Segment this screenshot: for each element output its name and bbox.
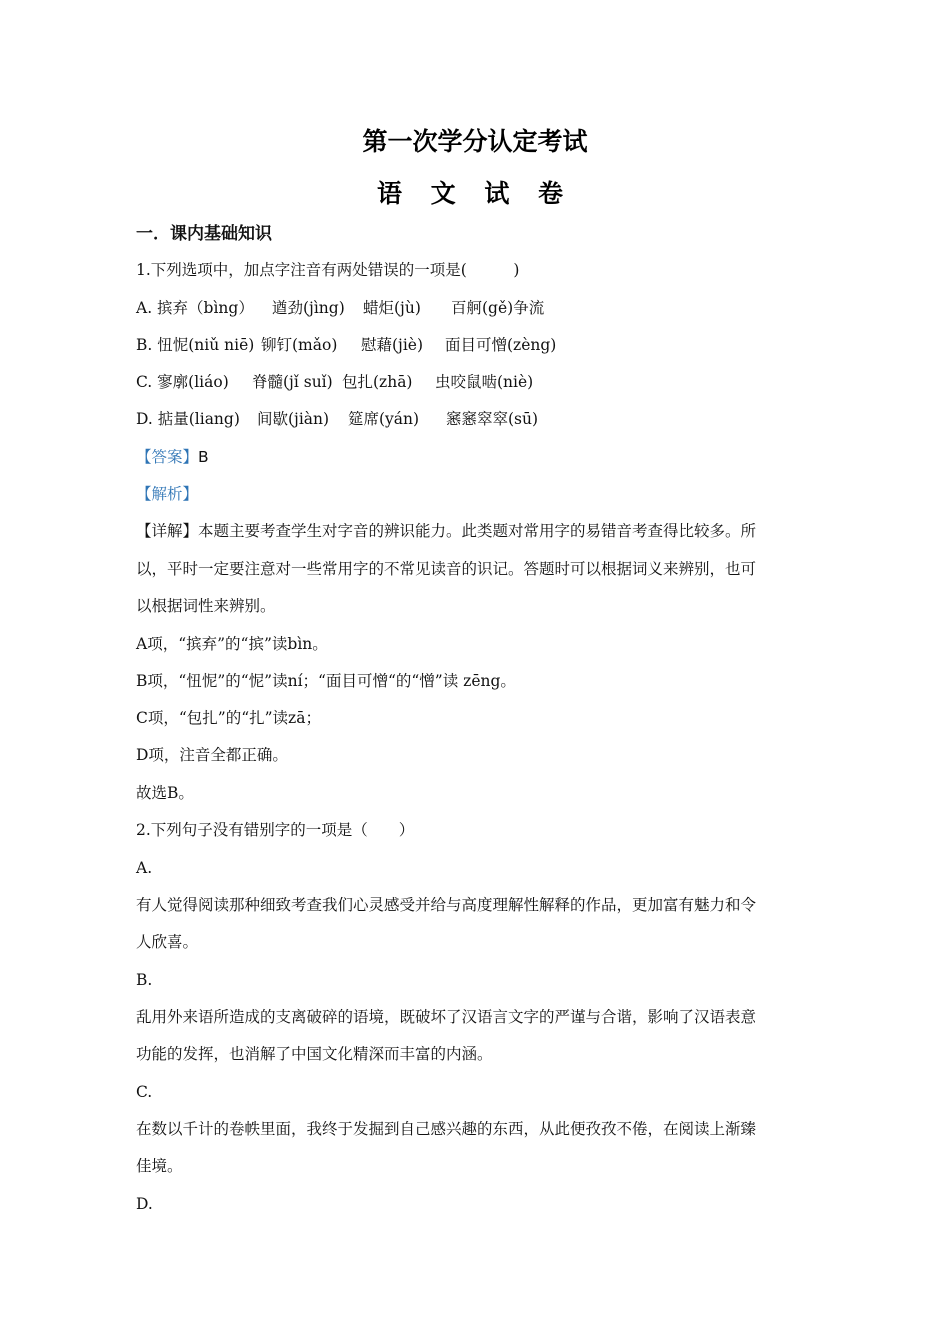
q1-d-1: D. 掂量(liang)	[136, 410, 240, 428]
q1-d-3: 筵席(yán)	[348, 410, 420, 428]
q1-option-d	[136, 408, 816, 430]
q1-c-2: 脊髓(jǐ suǐ)	[252, 373, 333, 391]
q1-a-4: 百舸(gě)争流	[451, 299, 545, 317]
q1-option-b	[136, 334, 816, 356]
section-heading: 一．课内基础知识	[136, 224, 272, 244]
exam-subtitle: 语 文 试 卷	[376, 179, 574, 208]
q1-explain-a: A项，“摈弃”的“摈”读bìn。	[136, 635, 328, 653]
q2-b-label: B.	[136, 971, 153, 989]
q1-explain-d: D项，注音全都正确。	[136, 746, 288, 764]
q1-d-2: 间歇(jiàn)	[257, 410, 330, 428]
q1-c-1: C. 寥廓(liáo)	[136, 373, 229, 391]
q1-option-c	[136, 371, 816, 393]
q1-choose: 故选B。	[136, 784, 194, 802]
q1-b-1: B. 忸怩(niǔ niē)	[136, 336, 255, 354]
q1-c-4: 虫咬鼠啮(niè)	[435, 373, 534, 391]
q2-b-line-1: 乱用外来语所造成的支离破碎的语境，既破坏了汉语言文字的严谨与合谐，影响了汉语表意	[136, 1008, 757, 1026]
q1-detail-line-1: 【详解】本题主要考查学生对字音的辨识能力。此类题对常用字的易错音考查得比较多。所	[136, 522, 757, 540]
q2-a-line-2: 人欣喜。	[136, 933, 199, 951]
answer-value: B	[198, 448, 209, 466]
q1-a-2: 遒劲(jìng)	[272, 299, 345, 317]
exam-title: 第一次学分认定考试	[362, 127, 588, 156]
q2-stem: 2.下列句子没有错别字的一项是（ ）	[136, 821, 415, 839]
analysis-tag: 【解析】	[136, 485, 199, 503]
q1-option-a	[136, 297, 816, 319]
q2-c-label: C.	[136, 1083, 153, 1101]
q1-a-3: 蜡炬(jù)	[363, 299, 421, 317]
q1-b-4: 面目可憎(zèng)	[445, 336, 557, 354]
q1-analysis-tag	[136, 483, 816, 505]
q1-stem: 1.下列选项中，加点字注音有两处错误的一项是( )	[136, 261, 520, 279]
q1-answer	[136, 446, 816, 468]
answer-tag: 【答案】	[136, 448, 199, 466]
q1-a-1: A. 摈弃（bìng）	[136, 299, 254, 317]
q2-b-line-2: 功能的发挥，也消解了中国文化精深而丰富的内涵。	[136, 1045, 493, 1063]
q2-c-line-1: 在数以千计的卷帙里面，我终于发掘到自己感兴趣的东西，从此便孜孜不倦，在阅读上渐臻	[136, 1120, 757, 1138]
q1-explain-c: C项，“包扎”的“扎”读zā；	[136, 709, 321, 727]
q2-d-label: D.	[136, 1195, 153, 1213]
q1-explain-b: B项，“忸怩”的“怩”读ní；“面目可憎“的“憎”读 zēng。	[136, 672, 516, 690]
q1-detail-line-3: 以根据词性来辨别。	[136, 597, 276, 615]
q1-b-3: 慰藉(jiè)	[361, 336, 424, 354]
q1-detail-line-2: 以，平时一定要注意对一些常用字的不常见读音的识记。答题时可以根据词义来辨别，也可	[136, 560, 757, 578]
q1-d-4: 窸窸窣窣(sū)	[446, 410, 539, 428]
q2-a-label: A.	[136, 859, 153, 877]
q1-c-3: 包扎(zhā)	[342, 373, 413, 391]
q2-a-line-1: 有人觉得阅读那种细致考查我们心灵感受并给与高度理解性解释的作品，更加富有魅力和令	[136, 896, 757, 914]
q2-c-line-2: 佳境。	[136, 1157, 183, 1175]
q1-b-2: 铆钉(mǎo)	[261, 336, 338, 354]
